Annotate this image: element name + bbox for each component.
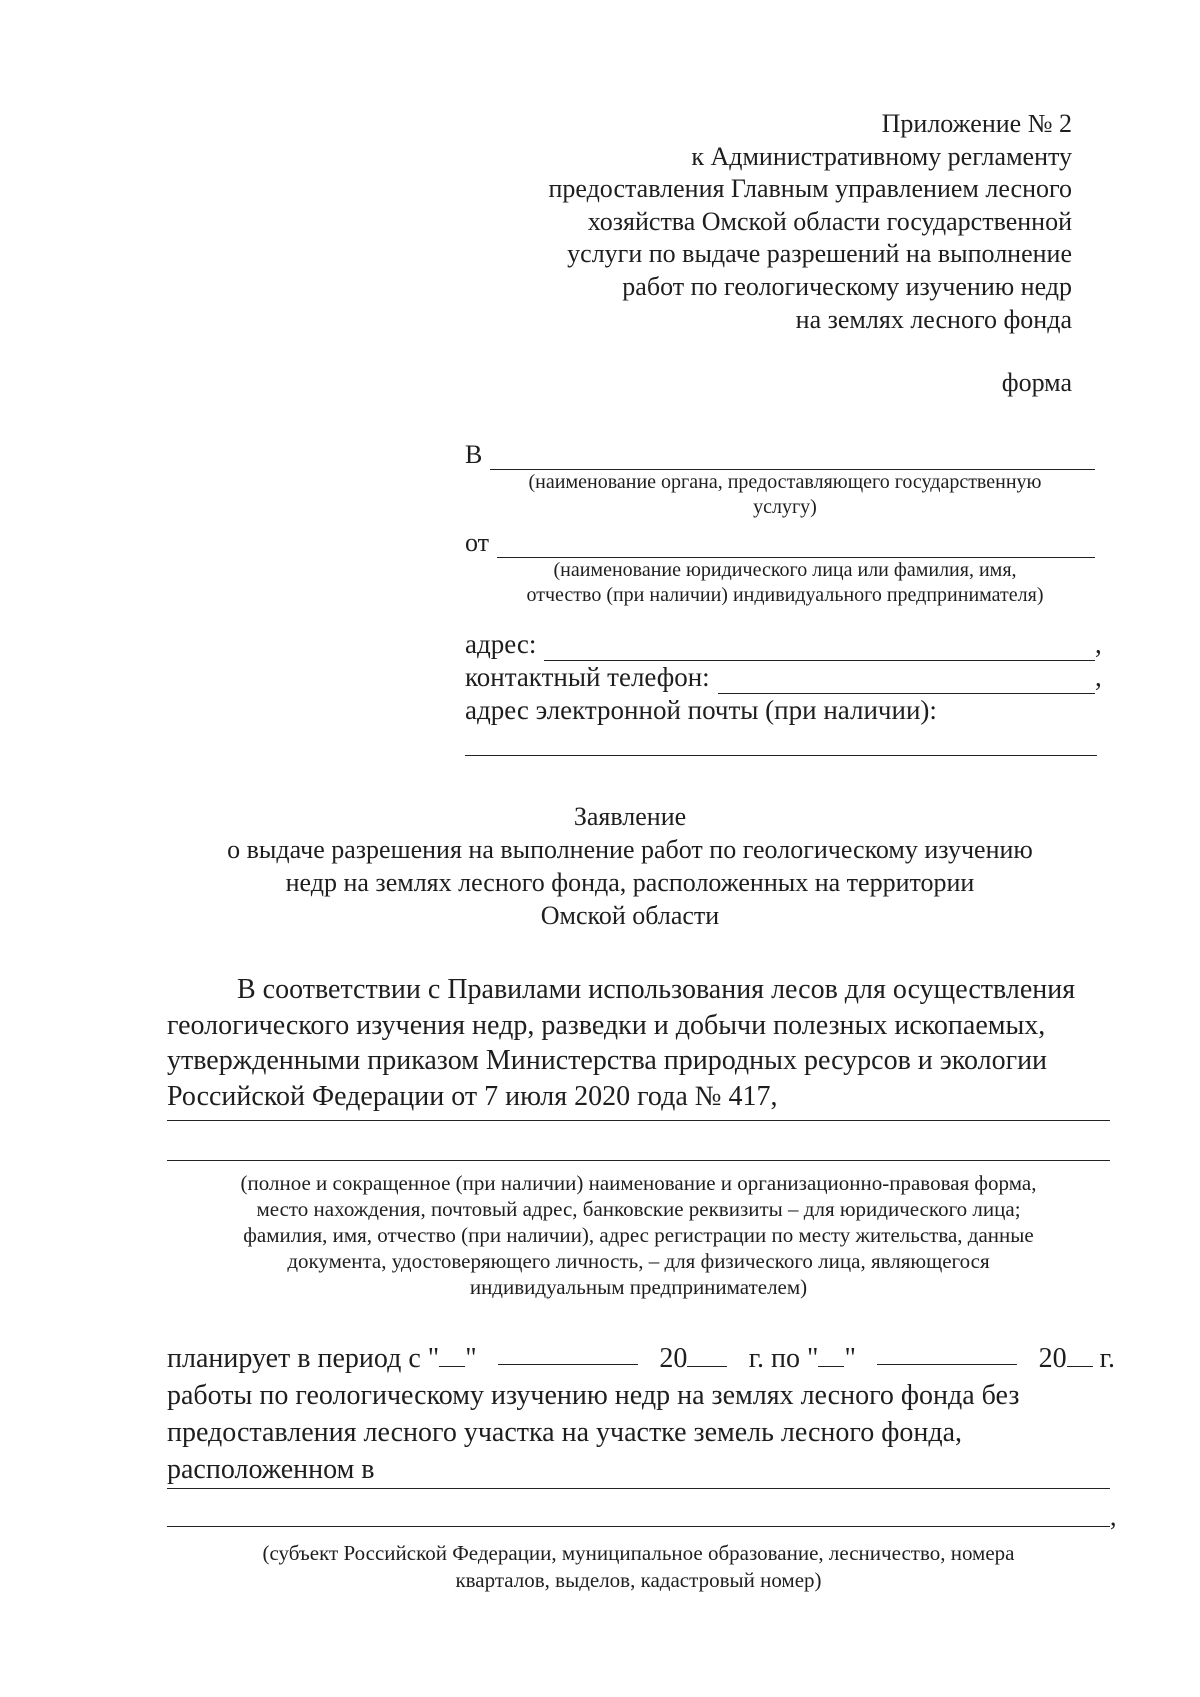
- email-label: адрес электронной почты (при наличии):: [465, 695, 937, 725]
- from-blank-field[interactable]: [497, 533, 1095, 558]
- start-day-field[interactable]: [439, 1342, 465, 1367]
- quote-open: ": [427, 1343, 440, 1374]
- year-suffix: г.: [1099, 1343, 1115, 1374]
- applicant-caption-line: место нахождения, почтовый адрес, банковские реквизиты – для юридического лица;: [256, 1197, 1021, 1221]
- email-row: [465, 694, 1105, 727]
- period-text: расположенном в: [167, 1454, 375, 1485]
- to-word: г. по: [748, 1343, 801, 1374]
- applicant-caption-line: документа, удостоверяющего личность, – для физического лица, являющегося: [287, 1249, 990, 1273]
- body-line: [167, 1043, 1115, 1079]
- period-text: предоставления лесного участка на участке земель лесного фонда,: [167, 1417, 962, 1448]
- appendix-header: [548, 108, 1072, 336]
- location-field-2[interactable]: [167, 1526, 1110, 1527]
- applicant-field-2[interactable]: [167, 1160, 1110, 1161]
- appendix-line: на землях лесного фонда: [795, 304, 1072, 334]
- appendix-line: работ по геологическому изучению недр: [622, 271, 1072, 301]
- body-line-text: геологического изучения недр, разведки и добычи полезных ископаемых,: [167, 1009, 1046, 1041]
- period-text: работы по геологическому изучению недр на землях лесного фонда без: [167, 1380, 1020, 1411]
- applicant-field-1[interactable]: [167, 1120, 1110, 1121]
- to-caption-line: услугу): [753, 496, 817, 518]
- to-prefix: В: [465, 440, 483, 469]
- title-line: Омской области: [540, 901, 720, 930]
- location-caption-line: кварталов, выделов, кадастровый номер): [455, 1568, 822, 1592]
- from-prefix: от: [465, 528, 490, 557]
- body-line: [167, 1008, 1115, 1044]
- email-field[interactable]: [465, 733, 1097, 756]
- period-text: [167, 1340, 477, 1377]
- period-line: [167, 1377, 1115, 1414]
- body-line: [167, 1079, 1115, 1115]
- appendix-line: услуги по выдаче разрешений на выполнение: [567, 239, 1072, 269]
- to-caption-line: (наименование органа, предоставляющего государственную: [528, 471, 1042, 493]
- address-comma: ,: [1095, 629, 1102, 659]
- document-title: [150, 800, 1110, 932]
- appendix-line: к Административному регламенту: [691, 141, 1072, 171]
- form-label: форма: [1001, 368, 1072, 397]
- start-year-field[interactable]: [687, 1342, 727, 1367]
- end-year-field[interactable]: [1067, 1342, 1093, 1367]
- body-line: [167, 972, 1115, 1008]
- location-caption-line: (субъект Российской Федерации, муниципальное образование, лесничество, номера: [262, 1541, 1015, 1565]
- applicant-caption: [167, 1170, 1110, 1300]
- phone-label: контактный телефон:: [465, 662, 710, 692]
- location-comma: ,: [1110, 1502, 1117, 1531]
- appendix-line: хозяйства Омской области государственной: [587, 206, 1072, 236]
- phone-row: [465, 661, 1105, 694]
- applicant-caption-line: (полное и сокращенное (при наличии) наименование и организационно-правовая форма,: [240, 1171, 1037, 1195]
- location-field-1[interactable]: [167, 1488, 1110, 1489]
- plans-label: планирует в период с: [167, 1343, 421, 1374]
- period-line: [167, 1414, 1115, 1451]
- period-line: [167, 1340, 1115, 1377]
- body-paragraph: [167, 972, 1115, 1114]
- title-line: о выдаче разрешения на выполнение работ по геологическому изучению: [227, 835, 1033, 864]
- from-caption-line: (наименование юридического лица или фамилия, имя,: [553, 559, 1017, 581]
- phone-field[interactable]: [718, 669, 1095, 694]
- period-line: [167, 1451, 1115, 1488]
- address-label: адрес:: [465, 629, 537, 659]
- from-caption: [465, 558, 1105, 608]
- end-year-prefix: 20: [1038, 1343, 1067, 1374]
- end-month-field[interactable]: [877, 1340, 1017, 1365]
- quote-open: ": [807, 1343, 819, 1374]
- start-month-field[interactable]: [498, 1340, 638, 1365]
- period-paragraph: [167, 1340, 1115, 1488]
- end-day-field[interactable]: [818, 1342, 844, 1367]
- title-line: недр на землях лесного фонда, расположенных на территории: [285, 868, 975, 897]
- from-caption-line: отчество (при наличии) индивидуального предпринимателя): [526, 584, 1044, 606]
- start-year-prefix: 20: [659, 1343, 688, 1374]
- body-line-text: В соответствии с Правилами использования лесов для осуществления: [237, 974, 1076, 1005]
- appendix-line: предоставления Главным управлением лесного: [548, 174, 1072, 204]
- location-caption: [167, 1540, 1110, 1594]
- address-field[interactable]: [544, 636, 1095, 661]
- to-row: [465, 440, 1105, 470]
- applicant-caption-line: индивидуальным предпринимателем): [469, 1275, 808, 1299]
- title-line: Заявление: [573, 802, 687, 831]
- recipient-block: [465, 440, 1105, 756]
- phone-comma: ,: [1095, 662, 1102, 692]
- contact-block: [465, 628, 1105, 756]
- to-blank-field[interactable]: [490, 445, 1095, 470]
- appendix-line: Приложение № 2: [881, 109, 1072, 138]
- quote-close: ": [465, 1343, 477, 1374]
- from-row: [465, 528, 1105, 558]
- address-row: [465, 628, 1105, 661]
- quote-close: ": [844, 1343, 856, 1374]
- body-line-text: утвержденными приказом Министерства природных ресурсов и экологии: [167, 1045, 1048, 1076]
- body-line-text: Российской Федерации от 7 июля 2020 года № 417,: [167, 1080, 778, 1112]
- applicant-caption-line: фамилия, имя, отчество (при наличии), адрес регистрации по месту жительства, данные: [243, 1223, 1034, 1247]
- to-caption: [465, 470, 1105, 520]
